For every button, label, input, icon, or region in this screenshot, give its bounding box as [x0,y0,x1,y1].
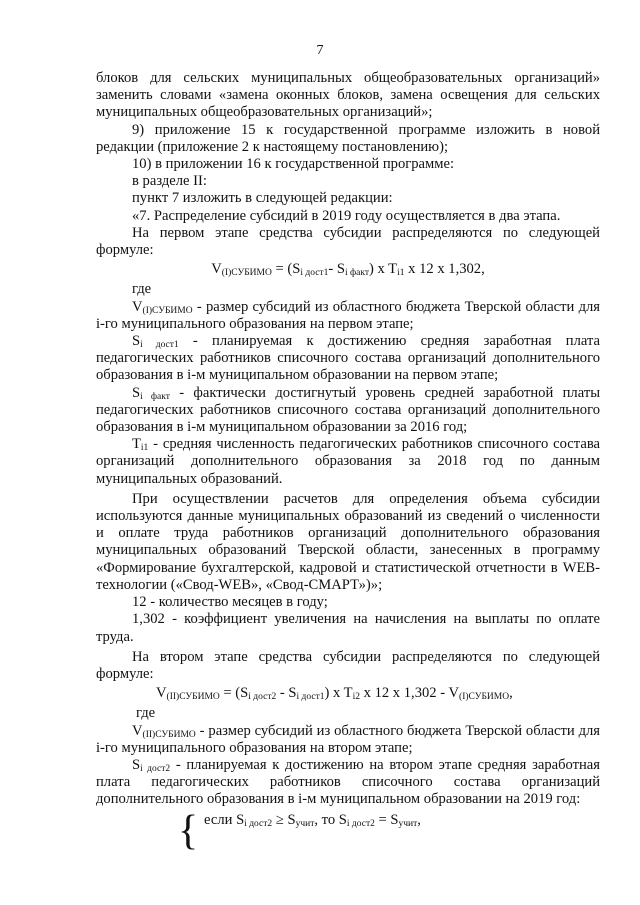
paragraph: 1,302 - коэффициент увеличения на начисления на выплаты по оплате труда. [96,611,600,645]
definition-s-fakt: $S_{i факт}$ - фактически достигнутый уровень средней заработной платы педагогических работников списочного состава организаций дополнительного образования в i-м муниципальном образовании за 2016 год; [96,384,601,436]
document-body [96,70,600,852]
paragraph: где [136,705,156,722]
condition-block: { если $S_{i дост2} \ge S_{учит}$, то $S_{i дост2} = S_{учит}$, [178,807,421,854]
definition-s-dost2: $S_{i дост2}$ - планируемая к достижению на втором этапе средняя заработная плата педагогических работников списочного состава организаций дополнительного образования в i-м муниципальном образовании на 2019 год: [96,756,601,808]
page-number: 7 [316,43,324,58]
definition-s-dost1: $S_{i дост1}$ - планируемая к достижению средняя заработная плата педагогических работников списочного состава организаций дополнительного образования в i-м муниципальном образовании на первом этапе; [96,333,601,384]
formula-first-stage: $V_{(I)СУБИМО} = (S_{i дост1}-$ $S_{i факт}$) x $T_{i1}$ x 12 x 1,302, [211,261,485,279]
brace-icon: { [178,807,199,854]
paragraph: На первом этапе средства субсидии распределяются по следующей формуле: [96,224,600,259]
paragraph: При осуществлении расчетов для определения объема субсидии используются данные муниципальных образований из сведений о численности и оплате труда работников организаций дополнительного образования муниципальных образований Тверской области, занесенных в программу «Формирование бухгалтерской, кадровой и статистической отчетности в WEB-технологии («Свод-WEB», «Свод-СМАРТ»)»; [96,490,600,593]
paragraph: «7. Распределение субсидий в 2019 году осуществляется в два этапа. [132,207,561,224]
definition-t1: $T_{i1}$ - средняя численность педагогических работников списочного состава организаций дополнительного образования за 2018 год по данным муниципальных образований. [96,436,600,487]
formula-second-stage: $V_{(II)СУБИМО} = (S_{i дост2} - S_{i дост1})$ x $T_{i2}$ x 12 x $1,302 - V_{(I)СУБИМО}$, [156,685,513,703]
paragraph: 10) в приложении 16 к государственной программе: [132,156,455,173]
paragraph: На втором этапе средства субсидии распределяются по следующей формуле: [96,648,600,682]
paragraph: 12 - количество месяцев в году; [132,594,328,611]
definition-v1: $V_{(I)СУБИМО}$ - размер субсидий из областного бюджета Тверской области для i-го муниципального образования на первом этапе; [96,298,600,332]
paragraph: в разделе II: [132,173,207,190]
paragraph: 9) приложение 15 к государственной программе изложить в новой редакции (приложение 2 к настоящему постановлению); [96,121,600,155]
paragraph: пункт 7 изложить в следующей редакции: [132,190,393,207]
paragraph: блоков для сельских муниципальных общеобразовательных организаций» заменить словами «замена оконных блоков, замена освещения для сельских муниципальных общеобразовательных организаций»; [96,70,600,121]
definition-v2: $V_{(II)СУБИМО}$ - размер субсидий из областного бюджета Тверской области для i-го муниципального образования на втором этапе; [96,722,600,756]
paragraph: где [132,281,152,298]
